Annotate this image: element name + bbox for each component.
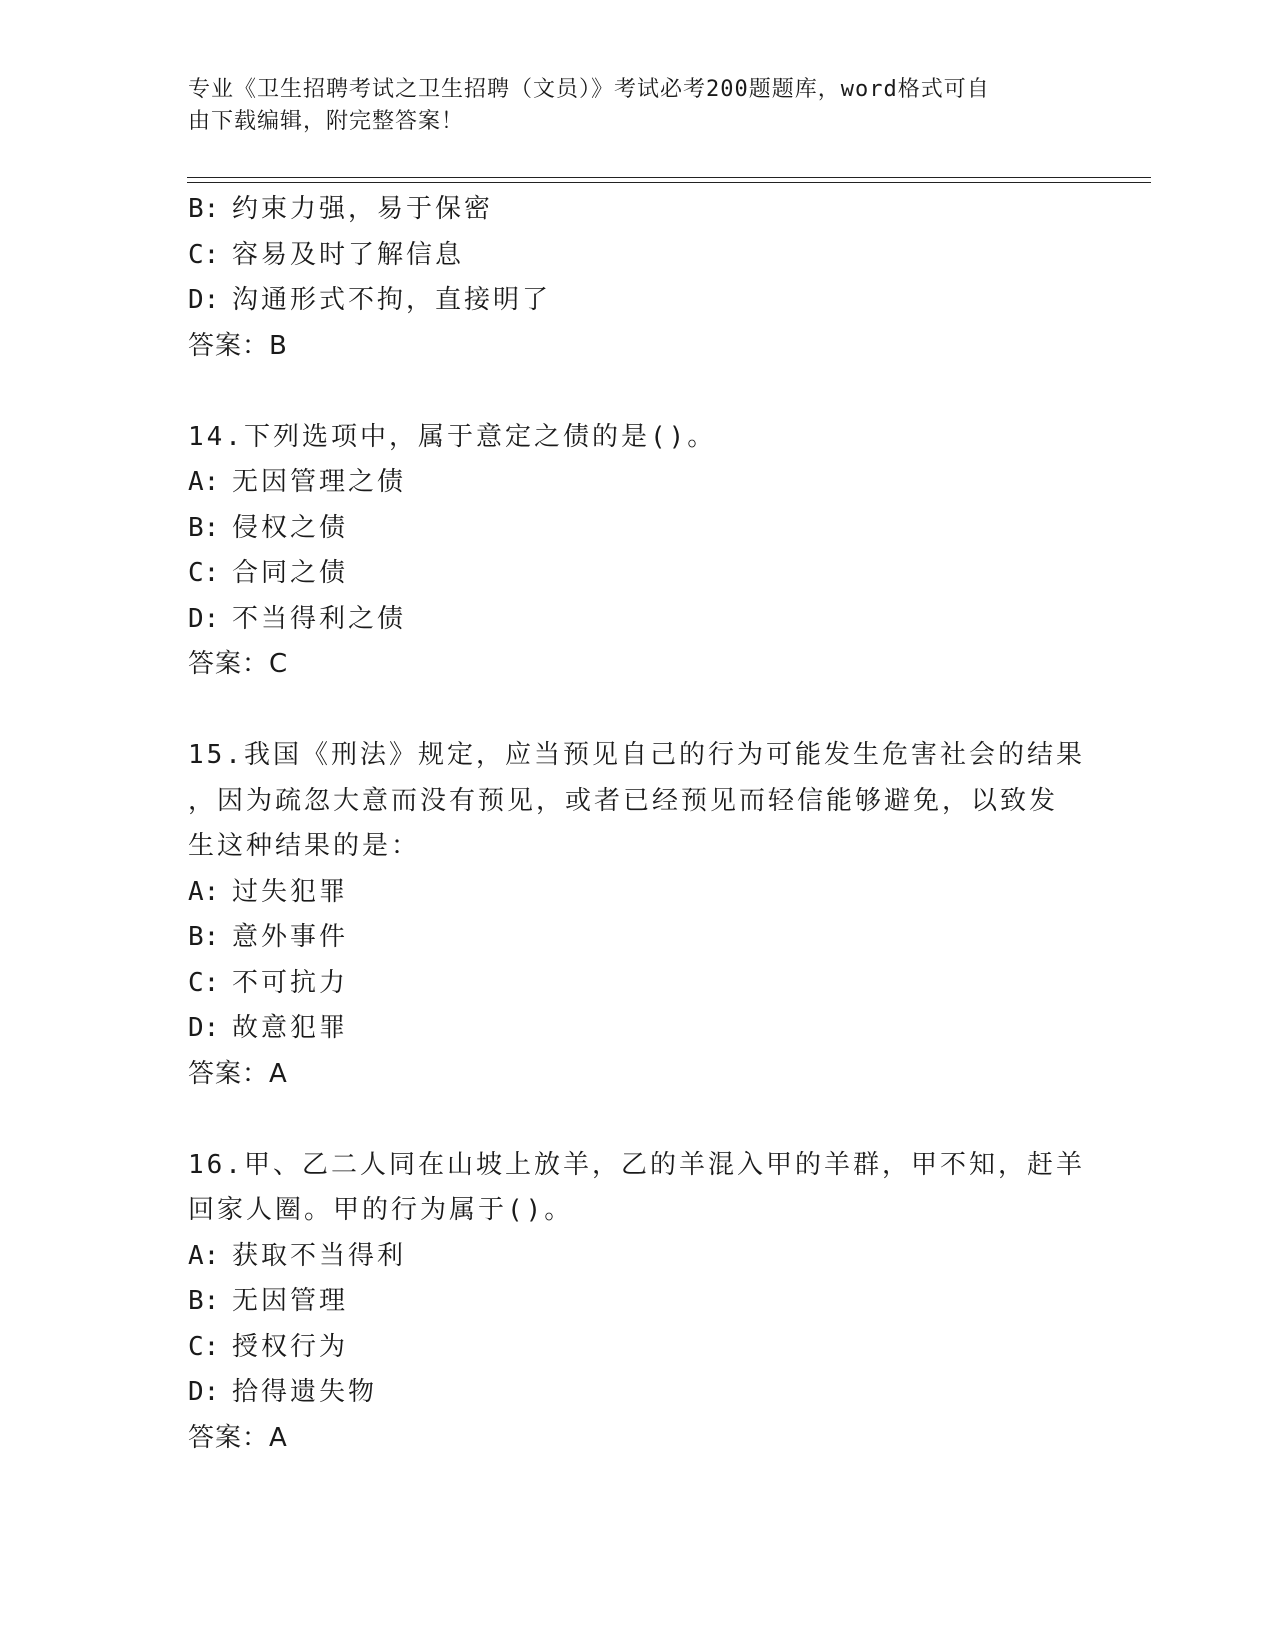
option-c — [188, 233, 1088, 279]
option-text: 过失犯罪 — [232, 876, 349, 907]
option-key: B: — [188, 922, 220, 952]
option-text: 无因管理 — [232, 1286, 349, 1316]
option-c — [188, 551, 1088, 597]
spacer — [188, 1097, 1088, 1143]
answer-line: 答案：B — [188, 330, 288, 361]
header-divider-bottom — [187, 182, 1151, 183]
option-a — [188, 460, 1088, 506]
question-list — [188, 187, 1088, 1461]
option-key: A: — [188, 876, 220, 907]
option-text: 容易及时了解信息 — [232, 239, 465, 270]
option-b — [188, 915, 1088, 961]
option-key: C: — [188, 239, 220, 270]
option-text: 合同之债 — [232, 558, 349, 588]
spacer — [188, 688, 1088, 734]
spacer — [188, 369, 1088, 415]
document-header — [188, 74, 1068, 138]
option-d — [188, 278, 1088, 324]
option-text: 获取不当得利 — [232, 1240, 407, 1271]
question-14 — [188, 415, 1088, 688]
option-text: 拾得遗失物 — [232, 1377, 378, 1407]
option-a — [188, 1234, 1088, 1280]
answer-line: 答案：A — [188, 1058, 288, 1089]
option-key: D: — [188, 285, 220, 315]
question-16 — [188, 1143, 1088, 1462]
question-stem: 15.我国《刑法》规定，应当预见自己的行为可能发生危害社会的结果 — [188, 740, 1085, 770]
header-line-1: 专业《卫生招聘考试之卫生招聘（文员）》考试必考200题题库，word格式可自 — [188, 77, 990, 102]
option-key: B: — [188, 512, 220, 543]
option-text: 意外事件 — [232, 922, 349, 952]
option-c — [188, 961, 1088, 1007]
option-key: D: — [188, 1377, 220, 1407]
option-key: C: — [188, 1331, 220, 1362]
option-b — [188, 187, 1088, 233]
option-text: 沟通形式不拘，直接明了 — [232, 285, 552, 315]
question-13-tail — [188, 187, 1088, 369]
option-text: 约束力强，易于保密 — [232, 194, 494, 224]
question-stem: 14.下列选项中，属于意定之债的是()。 — [188, 421, 717, 452]
option-c — [188, 1325, 1088, 1371]
question-stem: 回家人圈。甲的行为属于()。 — [188, 1195, 574, 1225]
option-d — [188, 1370, 1088, 1416]
option-b — [188, 1279, 1088, 1325]
option-key: B: — [188, 1286, 220, 1316]
option-text: 授权行为 — [232, 1331, 349, 1362]
option-text: 无因管理之债 — [232, 467, 407, 497]
option-text: 不当得利之债 — [232, 603, 407, 634]
option-a — [188, 870, 1088, 916]
header-line-2: 由下载编辑，附完整答案！ — [188, 109, 465, 134]
option-key: D: — [188, 603, 220, 634]
option-key: A: — [188, 1240, 220, 1271]
option-text: 侵权之债 — [232, 512, 349, 543]
question-stem: 16.甲、乙二人同在山坡上放羊，乙的羊混入甲的羊群，甲不知，赶羊 — [188, 1149, 1085, 1180]
option-text: 故意犯罪 — [232, 1013, 349, 1043]
answer-line: 答案：C — [188, 649, 289, 679]
header-divider-top — [187, 177, 1151, 178]
option-key: A: — [188, 467, 220, 497]
option-d — [188, 1006, 1088, 1052]
option-key: C: — [188, 967, 220, 998]
question-stem: ，因为疏忽大意而没有预见，或者已经预见而轻信能够避免，以致发 — [188, 785, 1059, 816]
answer-line: 答案：A — [188, 1422, 288, 1453]
option-key: C: — [188, 558, 220, 588]
option-key: B: — [188, 194, 220, 224]
option-text: 不可抗力 — [232, 967, 349, 998]
option-b — [188, 506, 1088, 552]
option-d — [188, 597, 1088, 643]
option-key: D: — [188, 1013, 220, 1043]
question-15 — [188, 733, 1088, 1097]
question-stem: 生这种结果的是： — [188, 831, 421, 861]
